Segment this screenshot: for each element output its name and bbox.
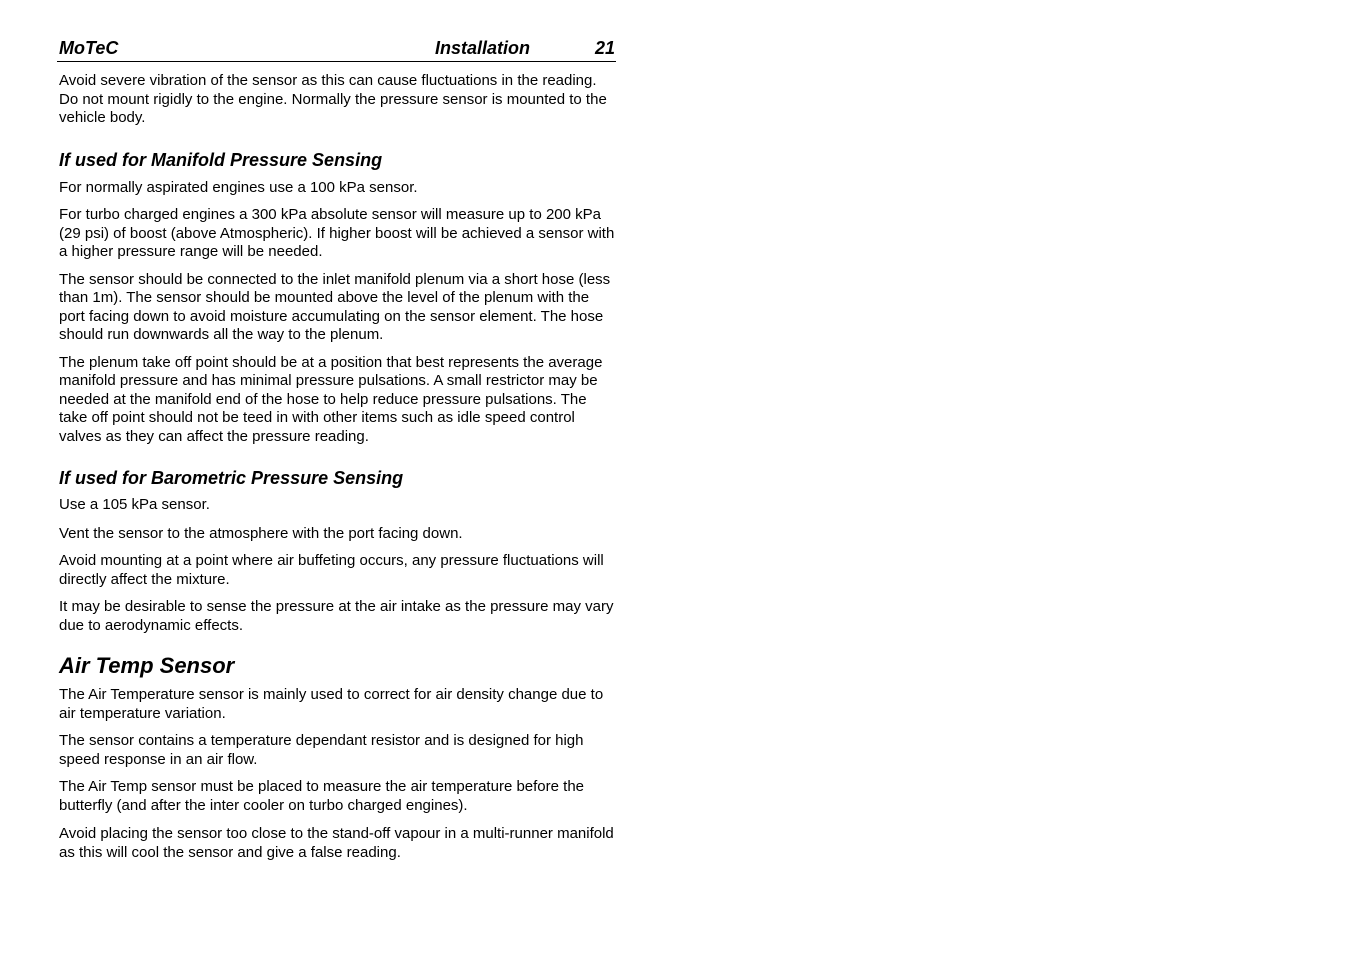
header-brand: MoTeC: [59, 38, 119, 58]
header-page-number: 21: [594, 38, 615, 58]
air-temp-paragraph: The Air Temperature sensor is mainly used to correct for air density change due to air temperature variation.: [59, 686, 604, 722]
air-temp-sensor-heading: Air Temp Sensor: [59, 653, 235, 678]
page-content: [57, 72, 616, 862]
intro-paragraph: Avoid severe vibration of the sensor as this can cause fluctuations in the reading. Do not mount rigidly to the engine. Normally the pressure sensor is mounted to the vehicle body.: [59, 72, 607, 126]
air-temp-paragraph: The sensor contains a temperature dependant resistor and is designed for high speed response in an air flow.: [59, 732, 584, 768]
barometric-paragraph: Avoid mounting at a point where air buffeting occurs, any pressure fluctuations will directly affect the mixture.: [59, 552, 604, 588]
manifold-paragraph: For normally aspirated engines use a 100 kPa sensor.: [59, 178, 418, 196]
manual-page: [57, 36, 616, 862]
manifold-pressure-heading: If used for Manifold Pressure Sensing: [59, 149, 383, 170]
manifold-paragraph: The plenum take off point should be at a position that best represents the average manifold pressure and has minimal pressure pulsations. A small restrictor may be needed at the manifold end of the hose to help reduce pressure pulsations. The take off point should not be teed in with other items such as idle speed control valves as they can affect the pressure reading.: [59, 353, 603, 445]
barometric-paragraph: It may be desirable to sense the pressure at the air intake as the pressure may vary due to aerodynamic effects.: [59, 598, 614, 634]
air-temp-paragraph: The Air Temp sensor must be placed to measure the air temperature before the butterfly (and after the inter cooler on turbo charged engines).: [59, 778, 584, 814]
barometric-paragraph: Vent the sensor to the atmosphere with the port facing down.: [59, 524, 463, 542]
running-header: [57, 36, 616, 62]
barometric-pressure-heading: If used for Barometric Pressure Sensing: [59, 468, 404, 488]
header-section-title: Installation: [435, 38, 531, 58]
manifold-paragraph: For turbo charged engines a 300 kPa absolute sensor will measure up to 200 kPa (29 psi) of boost (above Atmospheric). If higher boost will be achieved a sensor with a higher pressure range will be needed.: [59, 206, 615, 260]
manifold-paragraph: The sensor should be connected to the inlet manifold plenum via a short hose (less than 1m). The sensor should be mounted above the level of the plenum with the port facing down to avoid moisture accumulating on the sensor element. The hose should run downwards all the way to the plenum.: [59, 270, 611, 343]
barometric-paragraph: Use a 105 kPa sensor.: [59, 496, 210, 513]
air-temp-paragraph: Avoid placing the sensor too close to the stand-off vapour in a multi-runner manifold as this will cool the sensor and give a false reading.: [59, 825, 614, 861]
